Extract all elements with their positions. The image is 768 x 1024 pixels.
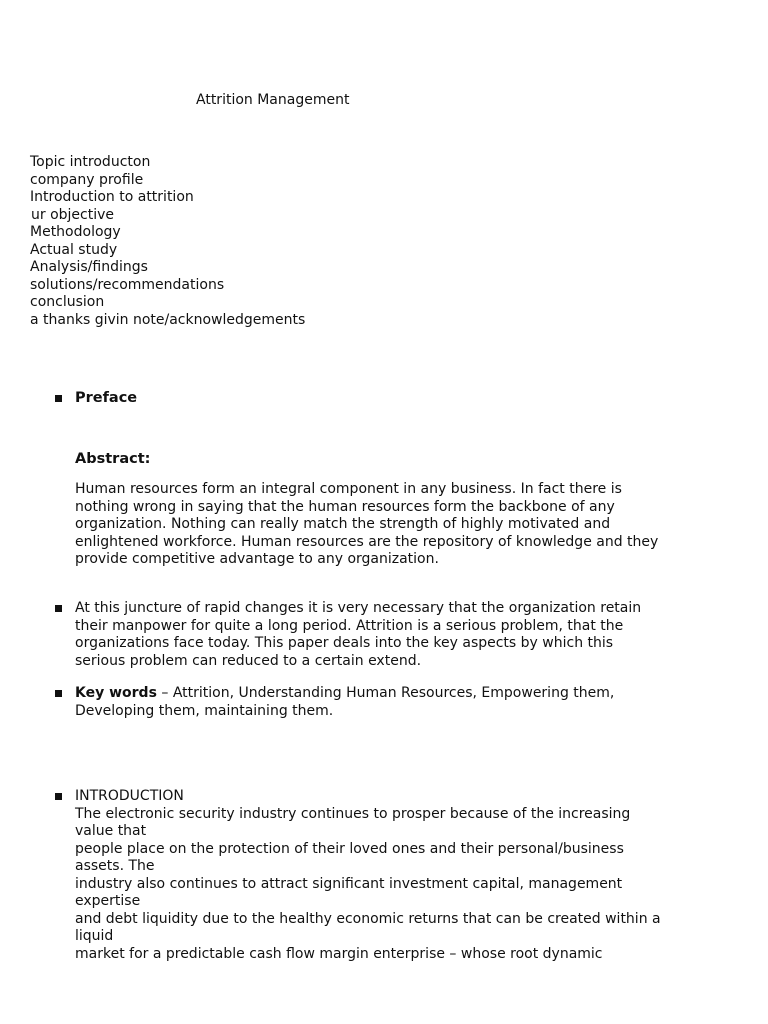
introduction-line: and debt liquidity due to the healthy economic returns that can be created within a liquid <box>75 910 661 944</box>
introduction-line: industry also continues to attract significant investment capital, management expertise <box>75 875 623 909</box>
topic-item: ur objective <box>31 206 115 223</box>
topic-item: Analysis/findings <box>30 259 148 275</box>
topic-item: conclusion <box>30 294 105 310</box>
introduction-line: people place on the protection of their loved ones and their personal/business assets. The <box>75 840 624 874</box>
abstract-heading: Abstract: <box>75 451 151 467</box>
topic-item: solutions/recommendations <box>30 276 225 293</box>
juncture-paragraph: At this juncture of rapid changes it is very necessary that the organization retain their manpower for quite a long period. Attrition is a serious problem, that the organizations face today. This paper deals into the key aspects by which this serious problem can reduced to a certain extend. <box>75 600 642 669</box>
square-bullet-icon <box>55 793 62 800</box>
introduction-line: market for a predictable cash flow margin enterprise – whose root dynamic <box>75 945 603 962</box>
topic-list <box>30 154 305 329</box>
keywords-label: Key words <box>75 685 157 701</box>
topic-item: company profile <box>30 171 144 188</box>
topic-item: a thanks givin note/acknowledgements <box>30 311 306 328</box>
document-title: Attrition Management <box>196 92 350 108</box>
preface-heading: Preface <box>75 390 138 406</box>
topic-item: Topic introducton <box>30 154 151 170</box>
keywords-paragraph <box>75 685 660 720</box>
introduction-heading: INTRODUCTION <box>75 788 184 804</box>
abstract-body: Human resources form an integral component in any business. In fact there is nothing wrong in saying that the human resources form the backbone of any organization. Nothing can really match the strength of highly motivated and enlightened workforce. Human resources are the repository of knowledge and they provide competitive advantage to any organization. <box>75 481 659 567</box>
introduction-section <box>75 788 665 963</box>
square-bullet-icon <box>55 605 62 612</box>
topic-item: Actual study <box>30 241 118 258</box>
topic-item: Methodology <box>30 224 121 240</box>
topic-item: Introduction to attrition <box>30 189 194 205</box>
square-bullet-icon <box>55 690 62 697</box>
keywords-text: – Attrition, Understanding Human Resources, Empowering them, Developing them, maintaining them. <box>75 685 615 719</box>
square-bullet-icon <box>55 395 62 402</box>
introduction-line: The electronic security industry continues to prosper because of the increasing value that <box>75 805 631 839</box>
